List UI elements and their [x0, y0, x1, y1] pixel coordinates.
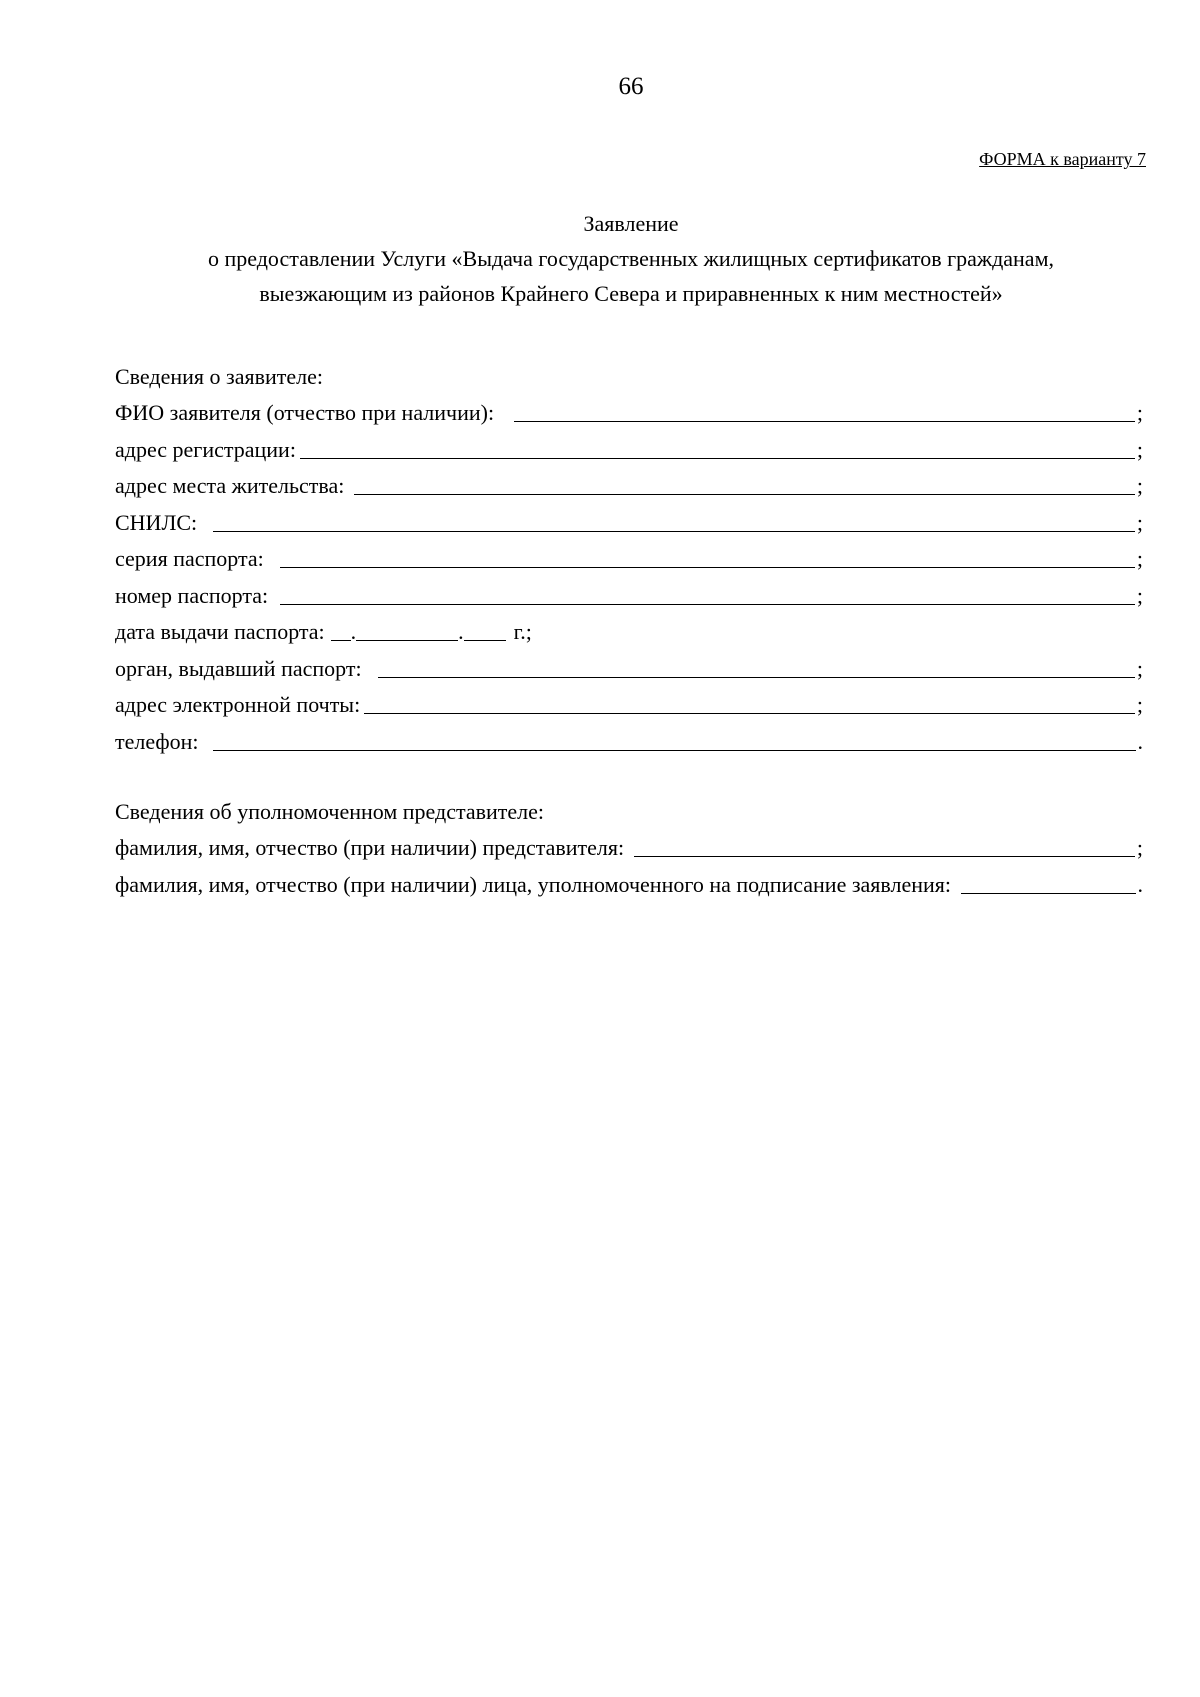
issue-year-field[interactable]	[464, 640, 506, 641]
issuer-field[interactable]	[378, 677, 1135, 678]
representative-section	[115, 788, 1143, 898]
representative-heading-text: Сведения об уполномоченном представителе:	[115, 798, 545, 824]
email-label: адрес электронной почты:	[115, 692, 361, 717]
passport-number-label: номер паспорта:	[115, 582, 269, 608]
title-line-2: о предоставлении Услуги «Выдача государственных жилищных сертификатов гражданам,	[207, 246, 1054, 271]
residence-field[interactable]	[354, 494, 1134, 495]
passport-number-semicolon: ;	[1136, 582, 1143, 608]
phone-period: .	[1137, 728, 1143, 754]
rep-fio-field-row	[115, 825, 1143, 862]
document-title	[100, 206, 1162, 311]
fio-field[interactable]	[514, 421, 1135, 422]
residence-semicolon: ;	[1136, 473, 1143, 498]
page-number: 66	[618, 73, 644, 100]
residence-field-row	[115, 463, 1143, 500]
issue-day-field[interactable]	[331, 640, 351, 641]
applicant-heading-text: Сведения о заявителе:	[115, 363, 324, 389]
issue-date-field-row	[115, 609, 1143, 646]
signer-fio-field-row	[115, 861, 1143, 898]
fio-field-row	[115, 390, 1143, 427]
phone-field[interactable]	[213, 750, 1136, 751]
email-field[interactable]	[364, 713, 1135, 714]
residence-label: адрес места жительства:	[115, 473, 345, 498]
issuer-semicolon: ;	[1136, 655, 1143, 681]
reg-address-field-row	[115, 426, 1143, 463]
issuer-label: орган, выдавший паспорт:	[115, 655, 362, 681]
issue-date-suffix: г.;	[513, 619, 532, 644]
rep-fio-semicolon: ;	[1136, 835, 1143, 860]
signer-fio-label: фамилия, имя, отчество (при наличии) лица, уполномоченного на подписание заявления:	[115, 871, 952, 897]
issue-date-dot-2: .	[458, 619, 464, 644]
issue-date-dot-1: .	[350, 619, 357, 644]
snils-field[interactable]	[213, 531, 1135, 532]
phone-field-row	[115, 718, 1143, 755]
email-semicolon: ;	[1136, 692, 1143, 717]
issuer-field-row	[115, 645, 1143, 682]
passport-number-field[interactable]	[280, 604, 1135, 605]
fio-semicolon: ;	[1136, 400, 1143, 425]
fio-label: ФИО заявителя (отчество при наличии):	[115, 400, 495, 425]
representative-heading	[115, 788, 1143, 825]
rep-fio-label: фамилия, имя, отчество (при наличии) представителя:	[115, 835, 625, 860]
title-line-1: Заявление	[583, 211, 679, 236]
title-line-3: выезжающим из районов Крайнего Севера и приравненных к ним местностей»	[259, 281, 1003, 306]
reg-address-semicolon: ;	[1136, 436, 1143, 462]
passport-number-field-row	[115, 572, 1143, 609]
snils-field-row	[115, 499, 1143, 536]
applicant-section	[115, 353, 1143, 755]
passport-series-field[interactable]	[280, 567, 1135, 568]
signer-fio-period: .	[1137, 871, 1143, 897]
reg-address-field[interactable]	[300, 458, 1135, 459]
phone-label: телефон:	[115, 728, 199, 754]
applicant-heading	[115, 353, 1143, 390]
issue-month-field[interactable]	[356, 640, 458, 641]
email-field-row	[115, 682, 1143, 719]
passport-series-label: серия паспорта:	[115, 546, 264, 571]
snils-label: СНИЛС:	[115, 509, 198, 535]
signer-fio-field[interactable]	[961, 893, 1135, 894]
rep-fio-field[interactable]	[634, 856, 1135, 857]
form-reference: ФОРМА к варианту 7	[979, 149, 1146, 169]
snils-semicolon: ;	[1136, 509, 1143, 535]
reg-address-label: адрес регистрации:	[115, 436, 296, 462]
passport-series-field-row	[115, 536, 1143, 573]
passport-series-semicolon: ;	[1136, 546, 1143, 571]
issue-date-label: дата выдачи паспорта:	[115, 619, 325, 644]
